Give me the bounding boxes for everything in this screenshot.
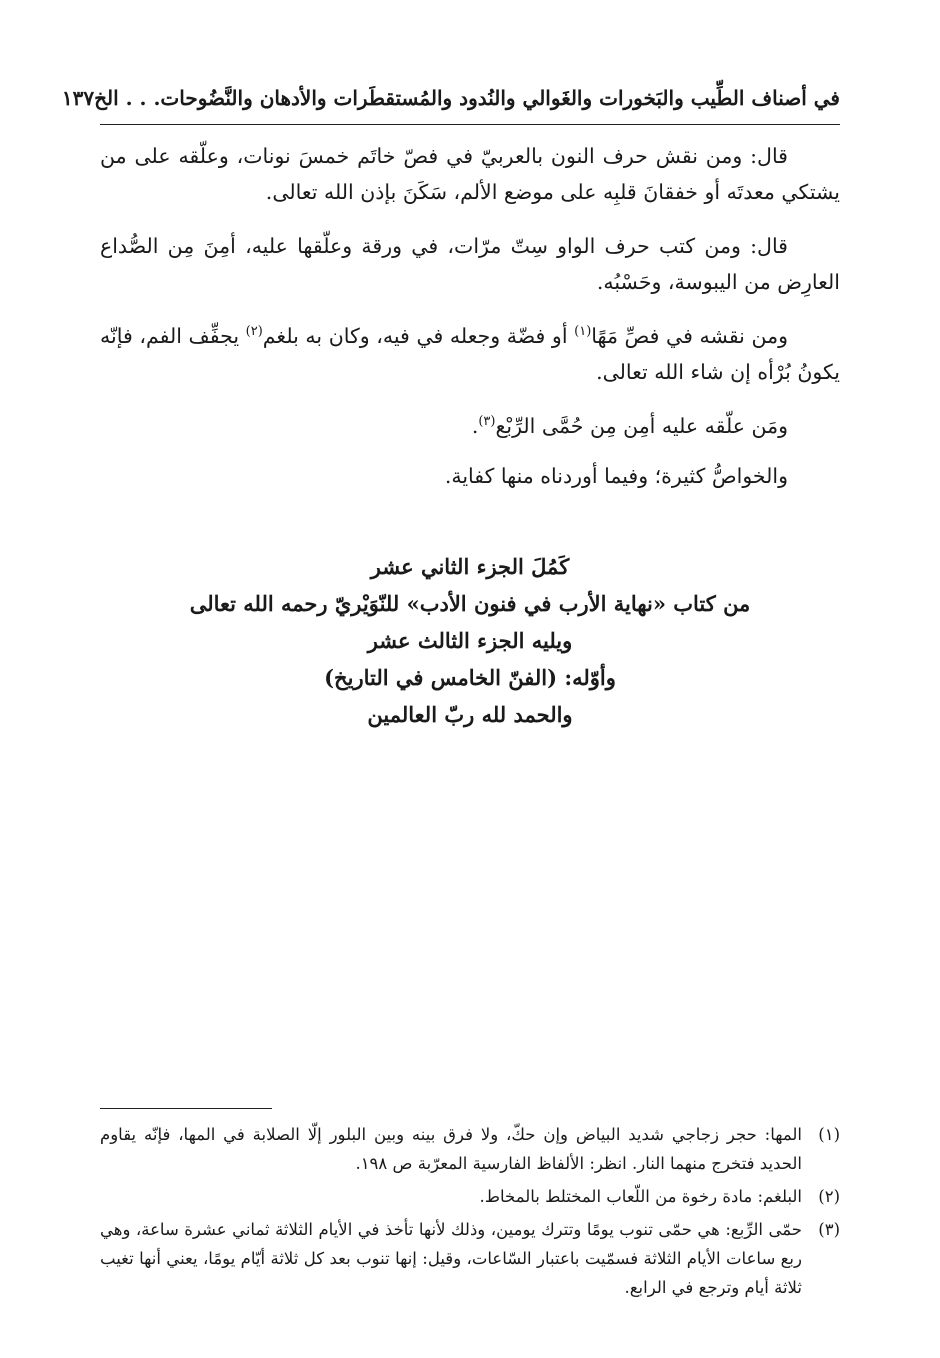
colophon-line-2: من كتاب «نهاية الأرب في فنون الأدب» للنّوَيْريّ رحمه الله تعالى: [189, 591, 751, 616]
running-title: في أصناف الطِّيب والبَخورات والغَوالي والنُدود والمُستقطَرات والأدهان والنَّضُوحات. . . الخ: [94, 86, 840, 110]
colophon: [100, 548, 840, 733]
book-page: [61, 70, 840, 1340]
paragraph-maha: [100, 318, 840, 390]
paragraph-rib-part1: ومَن علّقه عليه أمِن مِن حُمَّى الرِّبْع: [495, 414, 788, 438]
running-header: [61, 78, 840, 118]
paragraph-nun: قال: ومن نقش حرف النون بالعربيّ في فصّ خاتَم خمسَ نونات، وعلّقه على من يشتكي معدتَه أو خفقانَ قلبِه على موضع الألم، سَكَنَ بإذن الله تعالى.: [100, 144, 840, 204]
header-rule: [100, 124, 840, 125]
footnote-text: حمّى الرِّبع: هي حمّى تنوب يومًا وتترك يومين، وذلك لأنها تأخذ في الأيام الثلاثة ثماني عشرة ساعة، وهي ربع ساعات الأيام الثلاثة فسمّيت باعتبار السّاعات، وقيل: إنها تنوب بعد كل ثلاثة أيّام يومًا، يعني أنها تغيب ثلاثة أيام وترجع في الرابع.: [100, 1220, 802, 1297]
footnote-ref-1: (١): [574, 324, 592, 340]
footnote-ref-3: (٣): [478, 414, 496, 430]
paragraph-maha-part3: يجفِّف الفم، فإنّه يكونُ بُرْأه إن شاء الله تعالى.: [100, 324, 840, 384]
footnote-2: [100, 1182, 840, 1211]
colophon-line-5: والحمد لله ربّ العالمين: [367, 702, 573, 727]
footnote-1: [100, 1120, 840, 1178]
footnote-number: (٣): [818, 1220, 840, 1239]
paragraph-rib-part2: .: [471, 414, 479, 438]
footnote-number: (١): [818, 1125, 840, 1144]
colophon-line-4: وأوّله: (الفنّ الخامس في التاريخ): [324, 665, 616, 690]
page-number: ١٣٧: [61, 86, 95, 110]
footnotes: [100, 1120, 840, 1306]
footnote-text: المها: حجر زجاجي شديد البياض وإن حكّ، ولا فرق بينه وبين البلور إلّا الصلابة في المها، فإنّه يقاوم الحديد فتخرج منهما النار. انظر: الألفاظ الفارسية المعرّبة ص ١٩٨.: [100, 1125, 802, 1173]
footnote-text: البلغم: مادة رخوة من اللّعاب المختلط بالمخاط.: [479, 1187, 802, 1206]
colophon-line-3: ويليه الجزء الثالث عشر: [367, 628, 573, 653]
paragraph-waw: قال: ومن كتب حرف الواو سِتّ مرّات، في ورقة وعلّقها عليه، أمِنَ مِن الصُّداع العارِض من اليبوسة، وحَسْبُه.: [100, 234, 840, 294]
paragraph-khawass: والخواصُّ كثيرة؛ وفيما أوردناه منها كفاية.: [444, 464, 788, 488]
footnote-3: [100, 1215, 840, 1302]
footnote-separator: [100, 1108, 272, 1109]
footnote-number: (٢): [818, 1187, 840, 1206]
paragraph-maha-part1: ومن نقشه في فصِّ مَهًا: [591, 324, 788, 348]
paragraph-rib: [100, 408, 840, 444]
colophon-line-1: كَمُلَ الجزء الثاني عشر: [370, 554, 570, 579]
main-text: [100, 138, 840, 512]
paragraph-maha-part2: أو فضّة وجعله في فيه، وكان به بلغم: [262, 324, 575, 348]
footnote-ref-2: (٢): [245, 324, 263, 340]
